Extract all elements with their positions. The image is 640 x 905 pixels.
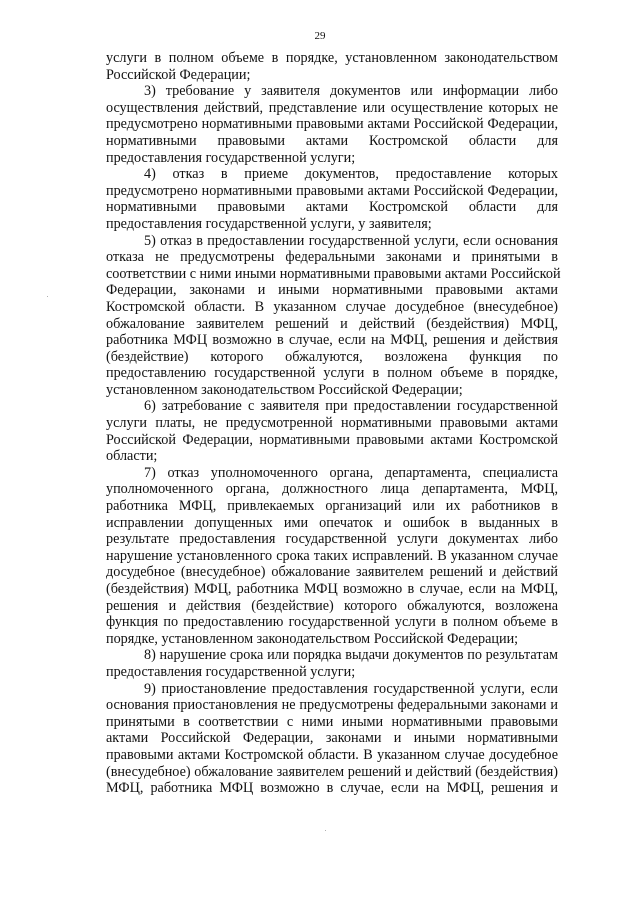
text-line: актами Российской Федерации, законами и иными нормативными bbox=[106, 730, 558, 747]
text-line: МФЦ, работника МФЦ возможно в случае, если на МФЦ, решения и bbox=[106, 780, 558, 797]
text-line: 8) нарушение срока или порядка выдачи документов по результатам bbox=[144, 647, 558, 664]
text-line: решения и действия (бездействие) которого обжалуются, возложена bbox=[106, 597, 558, 614]
text-line: 9) приостановление предоставления государственной услуги, если bbox=[144, 680, 558, 697]
text-line: установленном законодательством Российской Федерации; bbox=[106, 381, 463, 398]
text-line: 4) отказ в приеме документов, предоставление которых bbox=[144, 166, 558, 183]
text-line: Федерации, законами и иными нормативными правовыми актами bbox=[106, 282, 558, 299]
text-line: уполномоченного органа, должностного лица департамента, МФЦ, bbox=[106, 481, 558, 498]
text-line: исправлении допущенных ими опечаток и ошибок в выданных в bbox=[106, 514, 558, 531]
text-line: предусмотрено нормативными правовыми актами Российской Федерации, bbox=[106, 116, 558, 133]
scan-speck bbox=[47, 296, 48, 297]
text-line: (бездействия) МФЦ, работника МФЦ возможно в случае, если на МФЦ, bbox=[106, 581, 558, 597]
text-line: услуги в полном объеме в порядке, установленном законодательством bbox=[106, 50, 558, 66]
text-line: 7) отказ уполномоченного органа, департамента, специалиста bbox=[144, 464, 558, 481]
text-line: (внесудебное) обжалование заявителем решений и действий (бездействия) bbox=[106, 763, 558, 780]
text-line: осуществления действий, представление или осуществление которых не bbox=[106, 99, 558, 116]
text-line: порядке, установленном законодательством Российской Федерации; bbox=[106, 630, 519, 647]
text-line: результате предоставления государственной услуги документах либо bbox=[106, 531, 558, 548]
text-line: соответствии с ними иными нормативными правовыми актами Российской bbox=[106, 265, 561, 282]
text-line: нормативными правовыми актами Костромской области для bbox=[106, 199, 558, 216]
text-line: функция по предоставлению государственной услуги в полном объеме в bbox=[106, 614, 558, 631]
text-line: области; bbox=[106, 448, 158, 465]
text-line: работника МФЦ, привлекаемых организаций или их работников в bbox=[106, 498, 558, 515]
text-line: предоставления государственной услуги; bbox=[106, 149, 356, 166]
text-line: Российской Федерации, нормативными правовыми актами Костромской bbox=[106, 431, 558, 448]
text-line: отказа не предусмотрены федеральными законами и принятыми в bbox=[106, 249, 558, 266]
text-line: основания приостановления не предусмотрены федеральными законами и bbox=[106, 697, 558, 714]
text-line: досудебное (внесудебное) обжалование заявителем решений и действий bbox=[106, 564, 558, 581]
text-line: нормативными правовыми актами Костромской области для bbox=[106, 132, 558, 149]
text-line: предоставлению государственной услуги в полном объеме в порядке, bbox=[106, 365, 558, 382]
text-line: 6) затребование с заявителя при предоставлении государственной bbox=[144, 398, 558, 415]
page-number: 29 bbox=[314, 30, 326, 42]
text-line: правовыми актами Костромской области. В указанном случае досудебное bbox=[106, 746, 558, 763]
text-line: Российской Федерации; bbox=[106, 66, 251, 83]
text-line: Костромской области. В указанном случае досудебное (внесудебное) bbox=[106, 298, 558, 315]
text-line: предоставления государственной услуги, у заявителя; bbox=[106, 215, 432, 232]
text-line: предоставления государственной услуги; bbox=[106, 663, 356, 680]
text-line: работника МФЦ возможно в случае, если на МФЦ, решения и действия bbox=[106, 332, 558, 349]
text-line: услуги платы, не предусмотренной нормативными правовыми актами bbox=[106, 415, 558, 432]
text-line: 3) требование у заявителя документов или информации либо bbox=[144, 83, 558, 100]
text-line: принятыми в соответствии с ними иными нормативными правовыми bbox=[106, 713, 558, 730]
text-line: (бездействие) которого обжалуются, возложена функция по bbox=[106, 348, 558, 365]
text-line: нарушение установленного срока таких исправлений. В указанном случае bbox=[106, 547, 558, 564]
text-line: 5) отказ в предоставлении государственной услуги, если основания bbox=[144, 232, 558, 249]
text-line: обжалование заявителем решений и действий (бездействия) МФЦ, bbox=[106, 315, 558, 332]
document-body bbox=[106, 50, 561, 797]
text-line: предусмотрено нормативными правовыми актами Российской Федерации, bbox=[106, 182, 558, 199]
scan-speck bbox=[325, 830, 326, 831]
